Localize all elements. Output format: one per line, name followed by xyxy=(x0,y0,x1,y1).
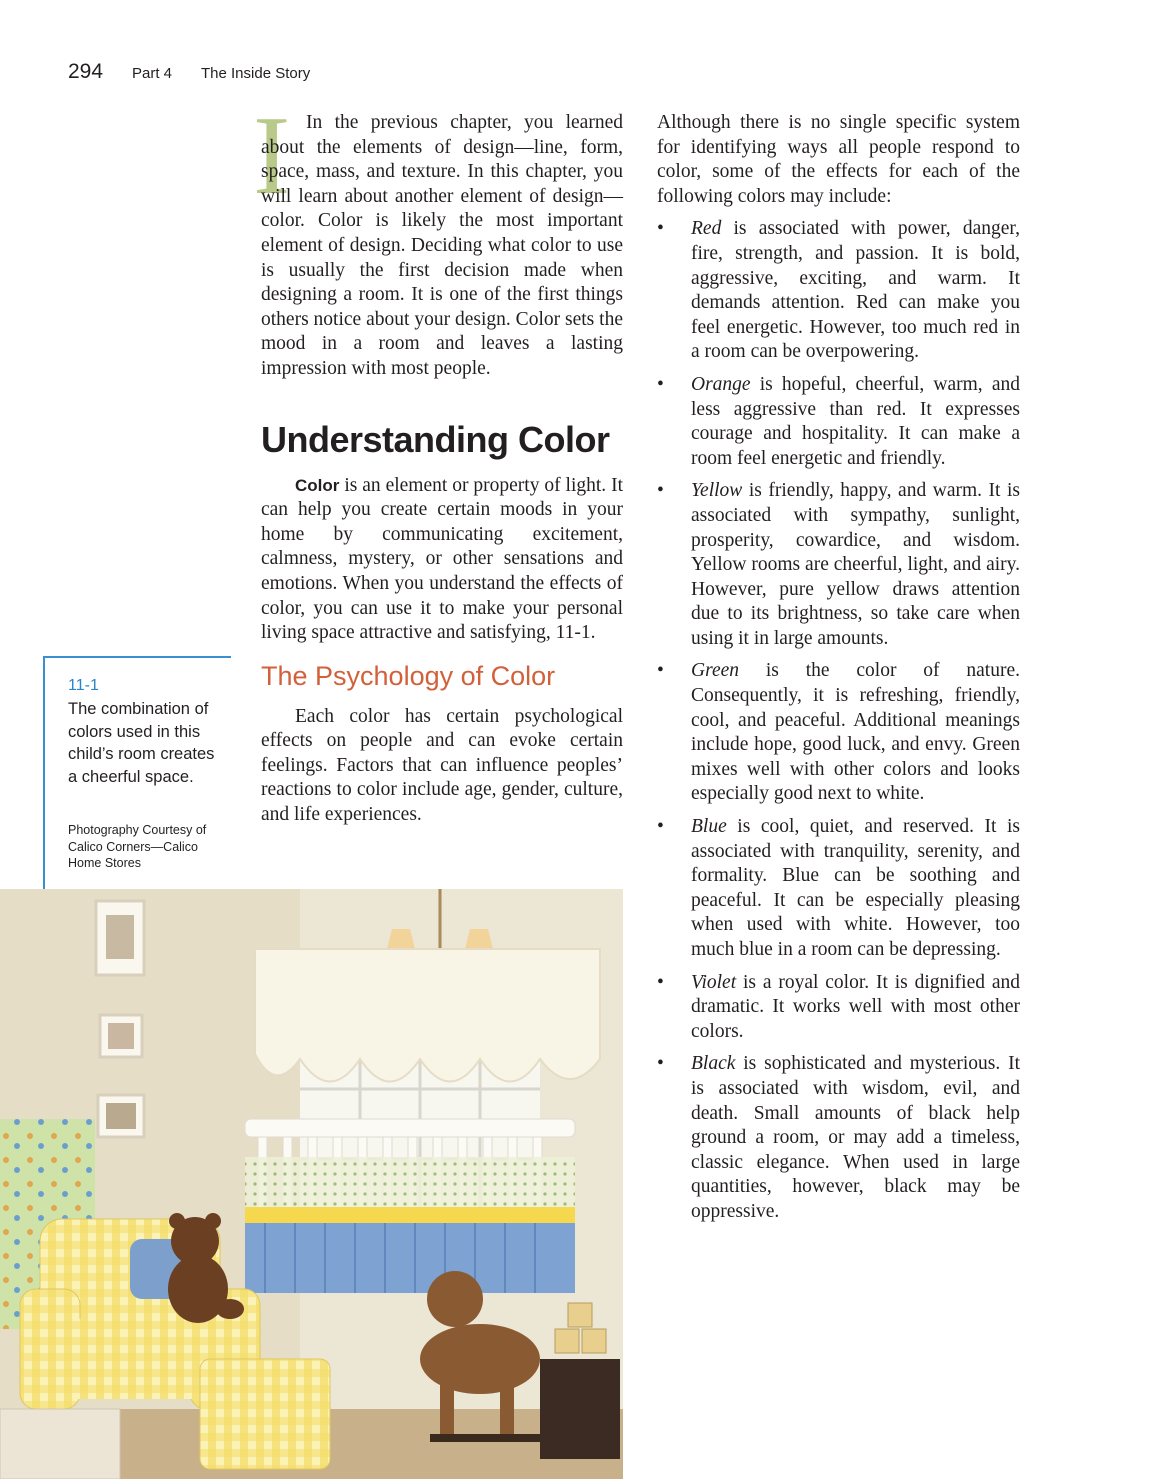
section-heading: Understanding Color xyxy=(261,418,610,460)
color-name: Green xyxy=(691,660,740,682)
part-title: The Inside Story xyxy=(201,65,311,82)
color-name: Violet xyxy=(691,971,737,993)
list-item xyxy=(657,373,1020,471)
figure-number: 11-1 xyxy=(68,677,99,694)
color-description: is cool, quiet, and reserved. It is associated with tranquility, serenity, and formality. Blue can be soothing and peaceful. It can be especially pleasing when used with white. However, too much blue in a room can be depressing. xyxy=(691,816,1020,960)
color-description: is a royal color. It is dignified and dramatic. It works well with most other colors. xyxy=(691,971,1020,1042)
color-name: Black xyxy=(691,1053,736,1075)
page-number: 294 xyxy=(68,60,104,83)
list-item xyxy=(657,659,1020,807)
intro-block xyxy=(253,94,623,382)
framed-pictures xyxy=(96,901,144,1137)
color-description: is friendly, happy, and warm. It is associated with sympathy, sunlight, prosperity, cowardice, and wisdom. Yellow rooms are cheerful, light, and airy. However, pure yellow draws attention due to its brightness, so take care when using it in large amounts. xyxy=(691,480,1020,649)
caption-text: The combination of colors used in this child’s room creates a cheerful space. xyxy=(68,700,215,787)
color-list xyxy=(657,217,1020,1224)
color-description: is the color of nature. Consequently, it is refreshing, friendly, cool, and peaceful. Additional meanings include hope, good luck, and envy. Green mixes well with other colors and looks especially good next to white. xyxy=(691,660,1020,805)
nursery-illustration xyxy=(0,889,623,1479)
figure-caption xyxy=(43,656,231,892)
part-label: Part 4 xyxy=(132,65,173,82)
key-term: Color xyxy=(295,475,340,495)
list-item xyxy=(657,479,1020,651)
intro-paragraph: In the previous chapter, you learned about the elements of design—line, form, space, mass, and texture. In this chapter, you will learn about another element of design—color. Color is likely the most important element of design. Deciding what color to use is usually the first decision made when designing a room. It is one of the first things others notice about your design. Color sets the mood in a room and leaves a lasting impression with most people. xyxy=(261,112,623,379)
color-description: is sophisticated and mysterious. It is associated with wisdom, evil, and death. Small amounts of black help ground a room, or may add a timeless, classic elegance. When used in large quantities, however, black may be oppressive. xyxy=(691,1053,1020,1222)
subsection-heading: The Psychology of Color xyxy=(261,660,556,691)
right-column xyxy=(657,111,1020,1225)
color-description: is hopeful, cheerful, warm, and less aggressive than red. It expresses courage and hospitality. It can make a room feel energetic and friendly. xyxy=(691,373,1020,469)
color-name: Yellow xyxy=(691,480,743,502)
drop-cap: I xyxy=(253,94,291,218)
color-name: Orange xyxy=(691,373,751,395)
photo-credit: Photography Courtesy of Calico Corners—Calico Home Stores xyxy=(68,823,207,870)
lead-paragraph: Although there is no single specific system for identifying ways all people respond to color, some of the effects for each of the following colors may include: xyxy=(657,112,1020,207)
toy-shelf xyxy=(540,1359,620,1459)
list-item xyxy=(657,815,1020,963)
nursery-photo xyxy=(0,889,623,1479)
list-item xyxy=(657,971,1020,1045)
list-item xyxy=(657,217,1020,365)
wicker-basket xyxy=(0,1409,120,1479)
middle-column xyxy=(253,94,623,828)
psychology-paragraph: Each color has certain psychological effects on people and can evoke certain feelings. Factors that can influence peoples’ reactions to color include age, gender, culture, and life experiences. xyxy=(261,705,623,826)
color-description: is associated with power, danger, fire, strength, and passion. It is bold, aggressive, exciting, and warm. It demands attention. Red can make you feel energetic. However, too much red in a room can be overpowering. xyxy=(691,218,1020,363)
color-definition-paragraph xyxy=(261,474,623,646)
list-item xyxy=(657,1052,1020,1224)
ottoman xyxy=(200,1359,330,1469)
definition-text: is an element or property of light. It can help you create certain moods in your home by communicating excitement, calmness, mystery, or other sensations and emotions. When you understand the effects of color, you can use it to make your personal living space attractive and satisfying, 11-1. xyxy=(261,474,623,644)
color-name: Blue xyxy=(691,816,727,838)
color-name: Red xyxy=(691,218,722,240)
